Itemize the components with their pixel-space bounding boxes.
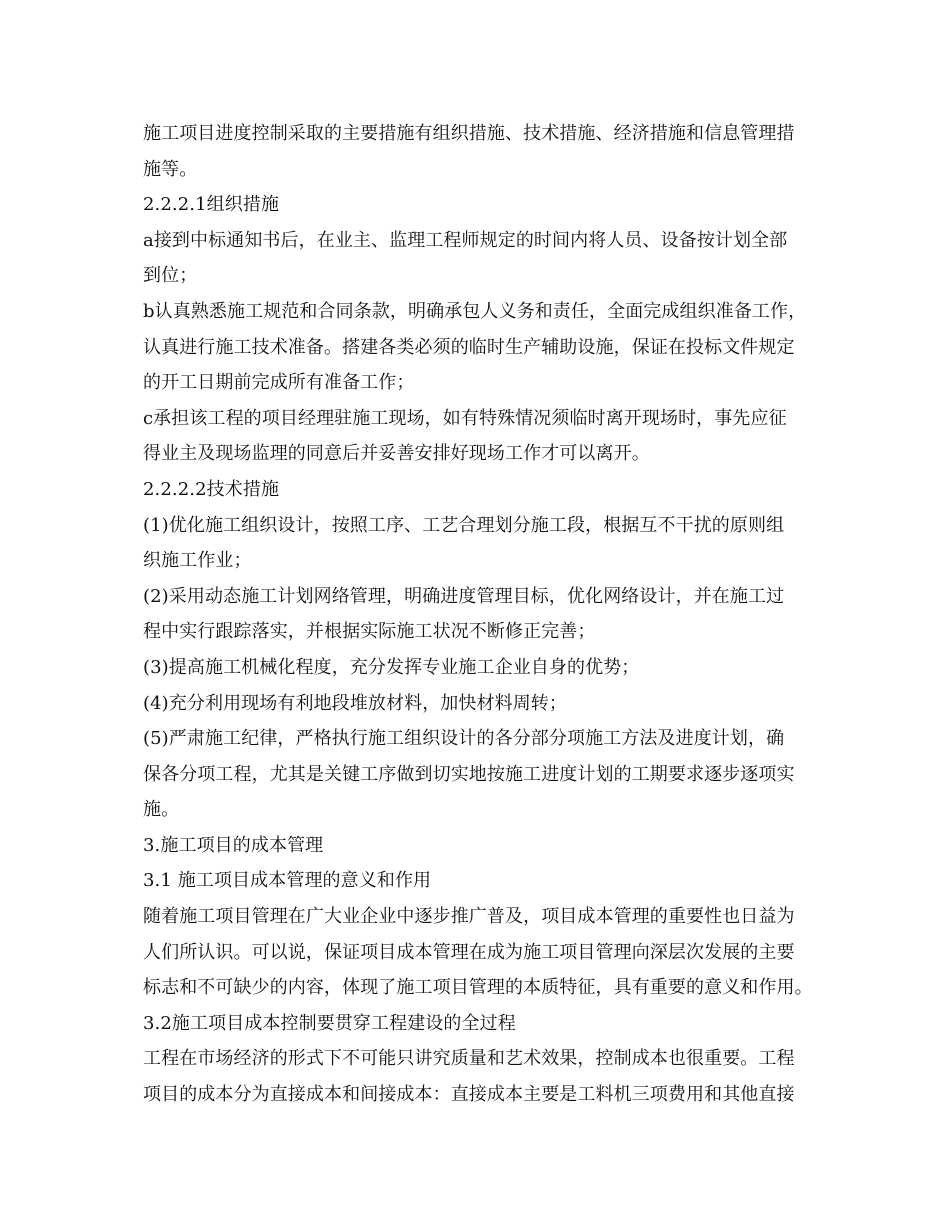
- section-heading: 3.2施工项目成本控制要贯穿工程建设的全过程: [143, 1012, 516, 1034]
- text-line: 得业主及现场监理的同意后并妥善安排好现场工作才可以离开。: [143, 443, 650, 465]
- text-line: 施。: [143, 799, 180, 821]
- section-heading: 2.2.2.1组织措施: [143, 194, 280, 216]
- text-line: (2)采用动态施工计划网络管理，明确进度管理目标，优化网络设计，并在施工过: [143, 585, 785, 607]
- text-line: 人们所认识。可以说，保证项目成本管理在成为施工项目管理向深层次发展的主要: [143, 941, 795, 963]
- section-heading: 2.2.2.2技术措施: [143, 478, 280, 500]
- text-line: 保各分项工程，尤其是关键工序做到切实地按施工进度计划的工期要求逐步逐项实: [143, 763, 795, 785]
- text-line: 织施工作业；: [143, 550, 252, 572]
- text-line: 程中实行跟踪落实，并根据实际施工状况不断修正完善；: [143, 621, 596, 643]
- text-line: 的开工日期前完成所有准备工作；: [143, 372, 415, 394]
- text-line: (3)提高施工机械化程度，充分发挥专业施工企业自身的优势；: [143, 656, 640, 678]
- text-line: 工程在市场经济的形式下不可能只讲究质量和艺术效果，控制成本也很重要。工程: [143, 1048, 795, 1070]
- text-line: 项目的成本分为直接成本和间接成本：直接成本主要是工料机三项费用和其他直接: [143, 1084, 795, 1106]
- section-heading: 3.施工项目的成本管理: [143, 834, 324, 856]
- text-line: 施等。: [143, 158, 198, 180]
- text-line: (4)充分利用现场有利地段堆放材料，加快材料周转；: [143, 692, 567, 714]
- text-line: (5)严肃施工纪律，严格执行施工组织设计的各分部分项施工方法及进度计划，确: [143, 728, 785, 750]
- text-line: a接到中标通知书后，在业主、监理工程师规定的时间内将人员、设备按计划全部: [143, 229, 788, 251]
- text-line: b认真熟悉施工规范和合同条款，明确承包人义务和责任，全面完成组织准备工作，: [143, 300, 807, 322]
- text-line: c承担该工程的项目经理驻施工现场，如有特殊情况须临时离开现场时，事先应征: [143, 407, 787, 429]
- text-line: 标志和不可缺少的内容，体现了施工项目管理的本质特征，具有重要的意义和作用。: [143, 977, 813, 999]
- document-body: [143, 116, 813, 1113]
- text-line: 认真进行施工技术准备。搭建各类必须的临时生产辅助设施，保证在投标文件规定: [143, 336, 795, 358]
- text-line: 随着施工项目管理在广大业企业中逐步推广普及，项目成本管理的重要性也日益为: [143, 906, 795, 928]
- text-line: 施工项目进度控制采取的主要措施有组织措施、技术措施、经济措施和信息管理措: [143, 123, 795, 144]
- text-line: 到位；: [143, 265, 198, 287]
- section-heading: 3.1 施工项目成本管理的意义和作用: [143, 870, 432, 892]
- text-line: (1)优化施工组织设计，按照工序、工艺合理划分施工段，根据互不干扰的原则组: [143, 514, 785, 536]
